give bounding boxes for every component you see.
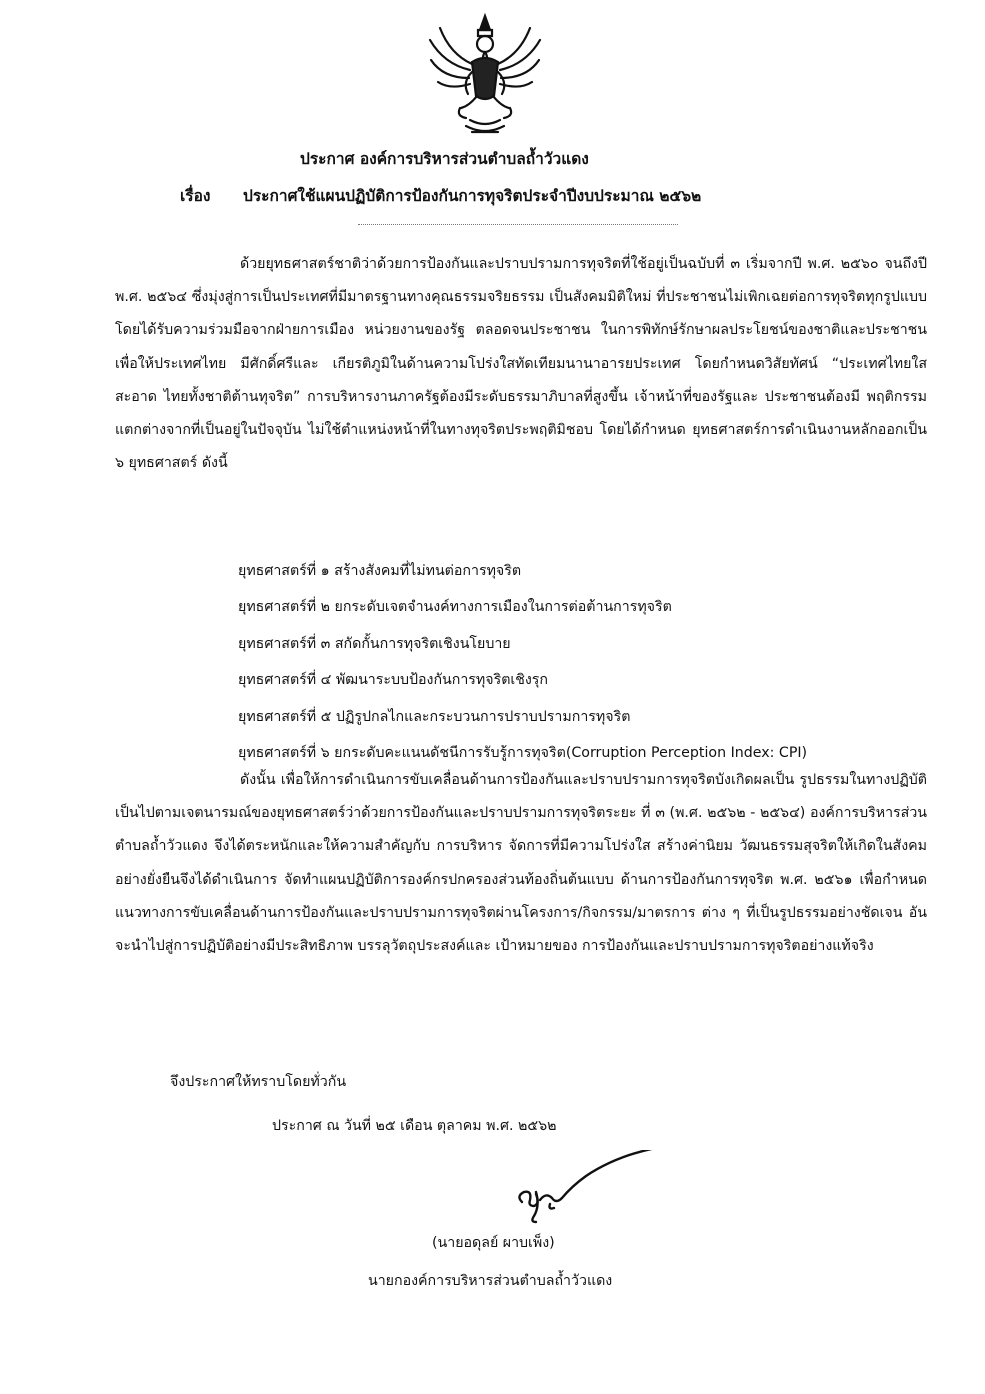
strategy-item: ยุทธศาสตร์ที่ ๓ สกัดกั้นการทุจริตเชิงนโยบาย [238,635,511,652]
dotted-divider [358,224,678,225]
body-paragraph-1-text: ด้วยยุทธศาสตร์ชาติว่าด้วยการป้องกันและปราบปรามการทุจริตที่ใช้อยู่เป็นฉบับที่ ๓ เริ่มจากปี พ.ศ. ๒๕๖๐ จนถึงปี พ.ศ. ๒๕๖๔ ซึ่งมุ่งสู่การเป็นประเทศที่มีมาตรฐานทางคุณธรรมจริยธรรม เป็นสังคมมิติใหม่ ที่ประชาชนไม่เพิกเฉยต่อการทุจริตทุกรูปแบบ โดยได้รับความร่วมมือจากฝ่ายการเมือง หน่วยงานของรัฐ ตลอดจนประชาชน ในการพิทักษ์รักษาผลประโยชน์ของชาติและประชาชนเพื่อให้ประเทศไทย มีศักดิ์ศรีและ เกียรติภูมิในด้านความโปร่งใสทัดเทียมนานาอารยประเทศ โดยกำหนดวิสัยทัศน์ “ประเทศไทยใส สะอาด ไทยทั้งชาติต้านทุจริต” การบริหารงานภาครัฐต้องมีระดับธรรมาภิบาลที่สูงขึ้น เจ้าหน้าที่ของรัฐและ ประชาชนต้องมี พฤติกรรมแตกต่างจากที่เป็นอยู่ในปัจจุบัน ไม่ใช้ตำแหน่งหน้าที่ในทางทุจริตประพฤติมิชอบ โดยได้กำหนด ยุทธศาสตร์การดำเนินงานหลักออกเป็น ๖ ยุทธศาสตร์ ดังนี้ [115,256,928,472]
signatory-position: นายกองค์การบริหารส่วนตำบลถ้ำวัวแดง [368,1273,613,1289]
handwritten-signature [500,1150,700,1230]
announcement-line: จึงประกาศให้ทราบโดยทั่วกัน [170,1074,347,1090]
strategy-item: ยุทธศาสตร์ที่ ๒ ยกระดับเจตจำนงค์ทางการเมืองในการต่อต้านการทุจริต [238,599,672,616]
signatory-name: (นายอดุลย์ ผาบเพ็ง) [432,1235,555,1251]
strategy-list [238,553,807,771]
document-title: ประกาศ องค์การบริหารส่วนตำบลถ้ำวัวแดง [300,150,589,168]
body-paragraph-1 [115,248,927,480]
strategy-item: ยุทธศาสตร์ที่ ๕ ปฏิรูปกลไกและกระบวนการปราบปรามการทุจริต [238,708,631,725]
date-given-line: ประกาศ ณ วันที่ ๒๕ เดือน ตุลาคม พ.ศ. ๒๕๖๒ [272,1118,557,1134]
strategy-item: ยุทธศาสตร์ที่ ๖ ยกระดับคะแนนดัชนีการรับรู้การทุจริต(Corruption Perception Index: CPI) [238,744,808,761]
strategy-item: ยุทธศาสตร์ที่ ๑ สร้างสังคมที่ไม่ทนต่อการทุจริต [238,563,522,579]
subject-label: เรื่อง [180,187,211,205]
body-paragraph-2 [115,764,927,963]
body-paragraph-2-text: ดังนั้น เพื่อให้การดำเนินการขับเคลื่อนด้านการป้องกันและปราบปรามการทุจริตบังเกิดผลเป็น รูปธรรมในทางปฏิบัติ เป็นไปตามเจตนารมณ์ของยุทธศาสตร์ว่าด้วยการป้องกันและปราบปรามการทุจริตระยะ ที่ ๓ (พ.ศ. ๒๕๖๒ - ๒๕๖๔) องค์การบริหารส่วนตำบลถ้ำวัวแดง จึงได้ตระหนักและให้ความสำคัญกับ การบริหาร จัดการที่มีความโปร่งใส สร้างค่านิยม วัฒนธรรมสุจริตให้เกิดในสังคมอย่างยั่งยืนจึงได้ดำเนินการ จัดทำแผนปฏิบัติการองค์กรปกครองส่วนท้องถิ่นต้นแบบ ด้านการป้องกันการทุจริต พ.ศ. ๒๕๖๑ เพื่อกำหนด แนวทางการขับเคลื่อนด้านการป้องกันและปราบปรามการทุจริตผ่านโครงการ/กิจกรรม/มาตรการ ต่าง ๆ ที่เป็นรูปธรรมอย่างชัดเจน อันจะนำไปสู่การปฏิบัติอย่างมีประสิทธิภาพ บรรลุวัตถุประสงค์และ เป้าหมายของ การป้องกันและปราบปรามการทุจริตอย่างแท้จริง [115,772,927,955]
garuda-emblem-icon [420,8,550,138]
subject-text: ประกาศใช้แผนปฏิบัติการป้องกันการทุจริตประจำปีงบประมาณ ๒๕๖๒ [243,187,702,205]
strategy-item: ยุทธศาสตร์ที่ ๔ พัฒนาระบบป้องกันการทุจริตเชิงรุก [238,672,549,689]
